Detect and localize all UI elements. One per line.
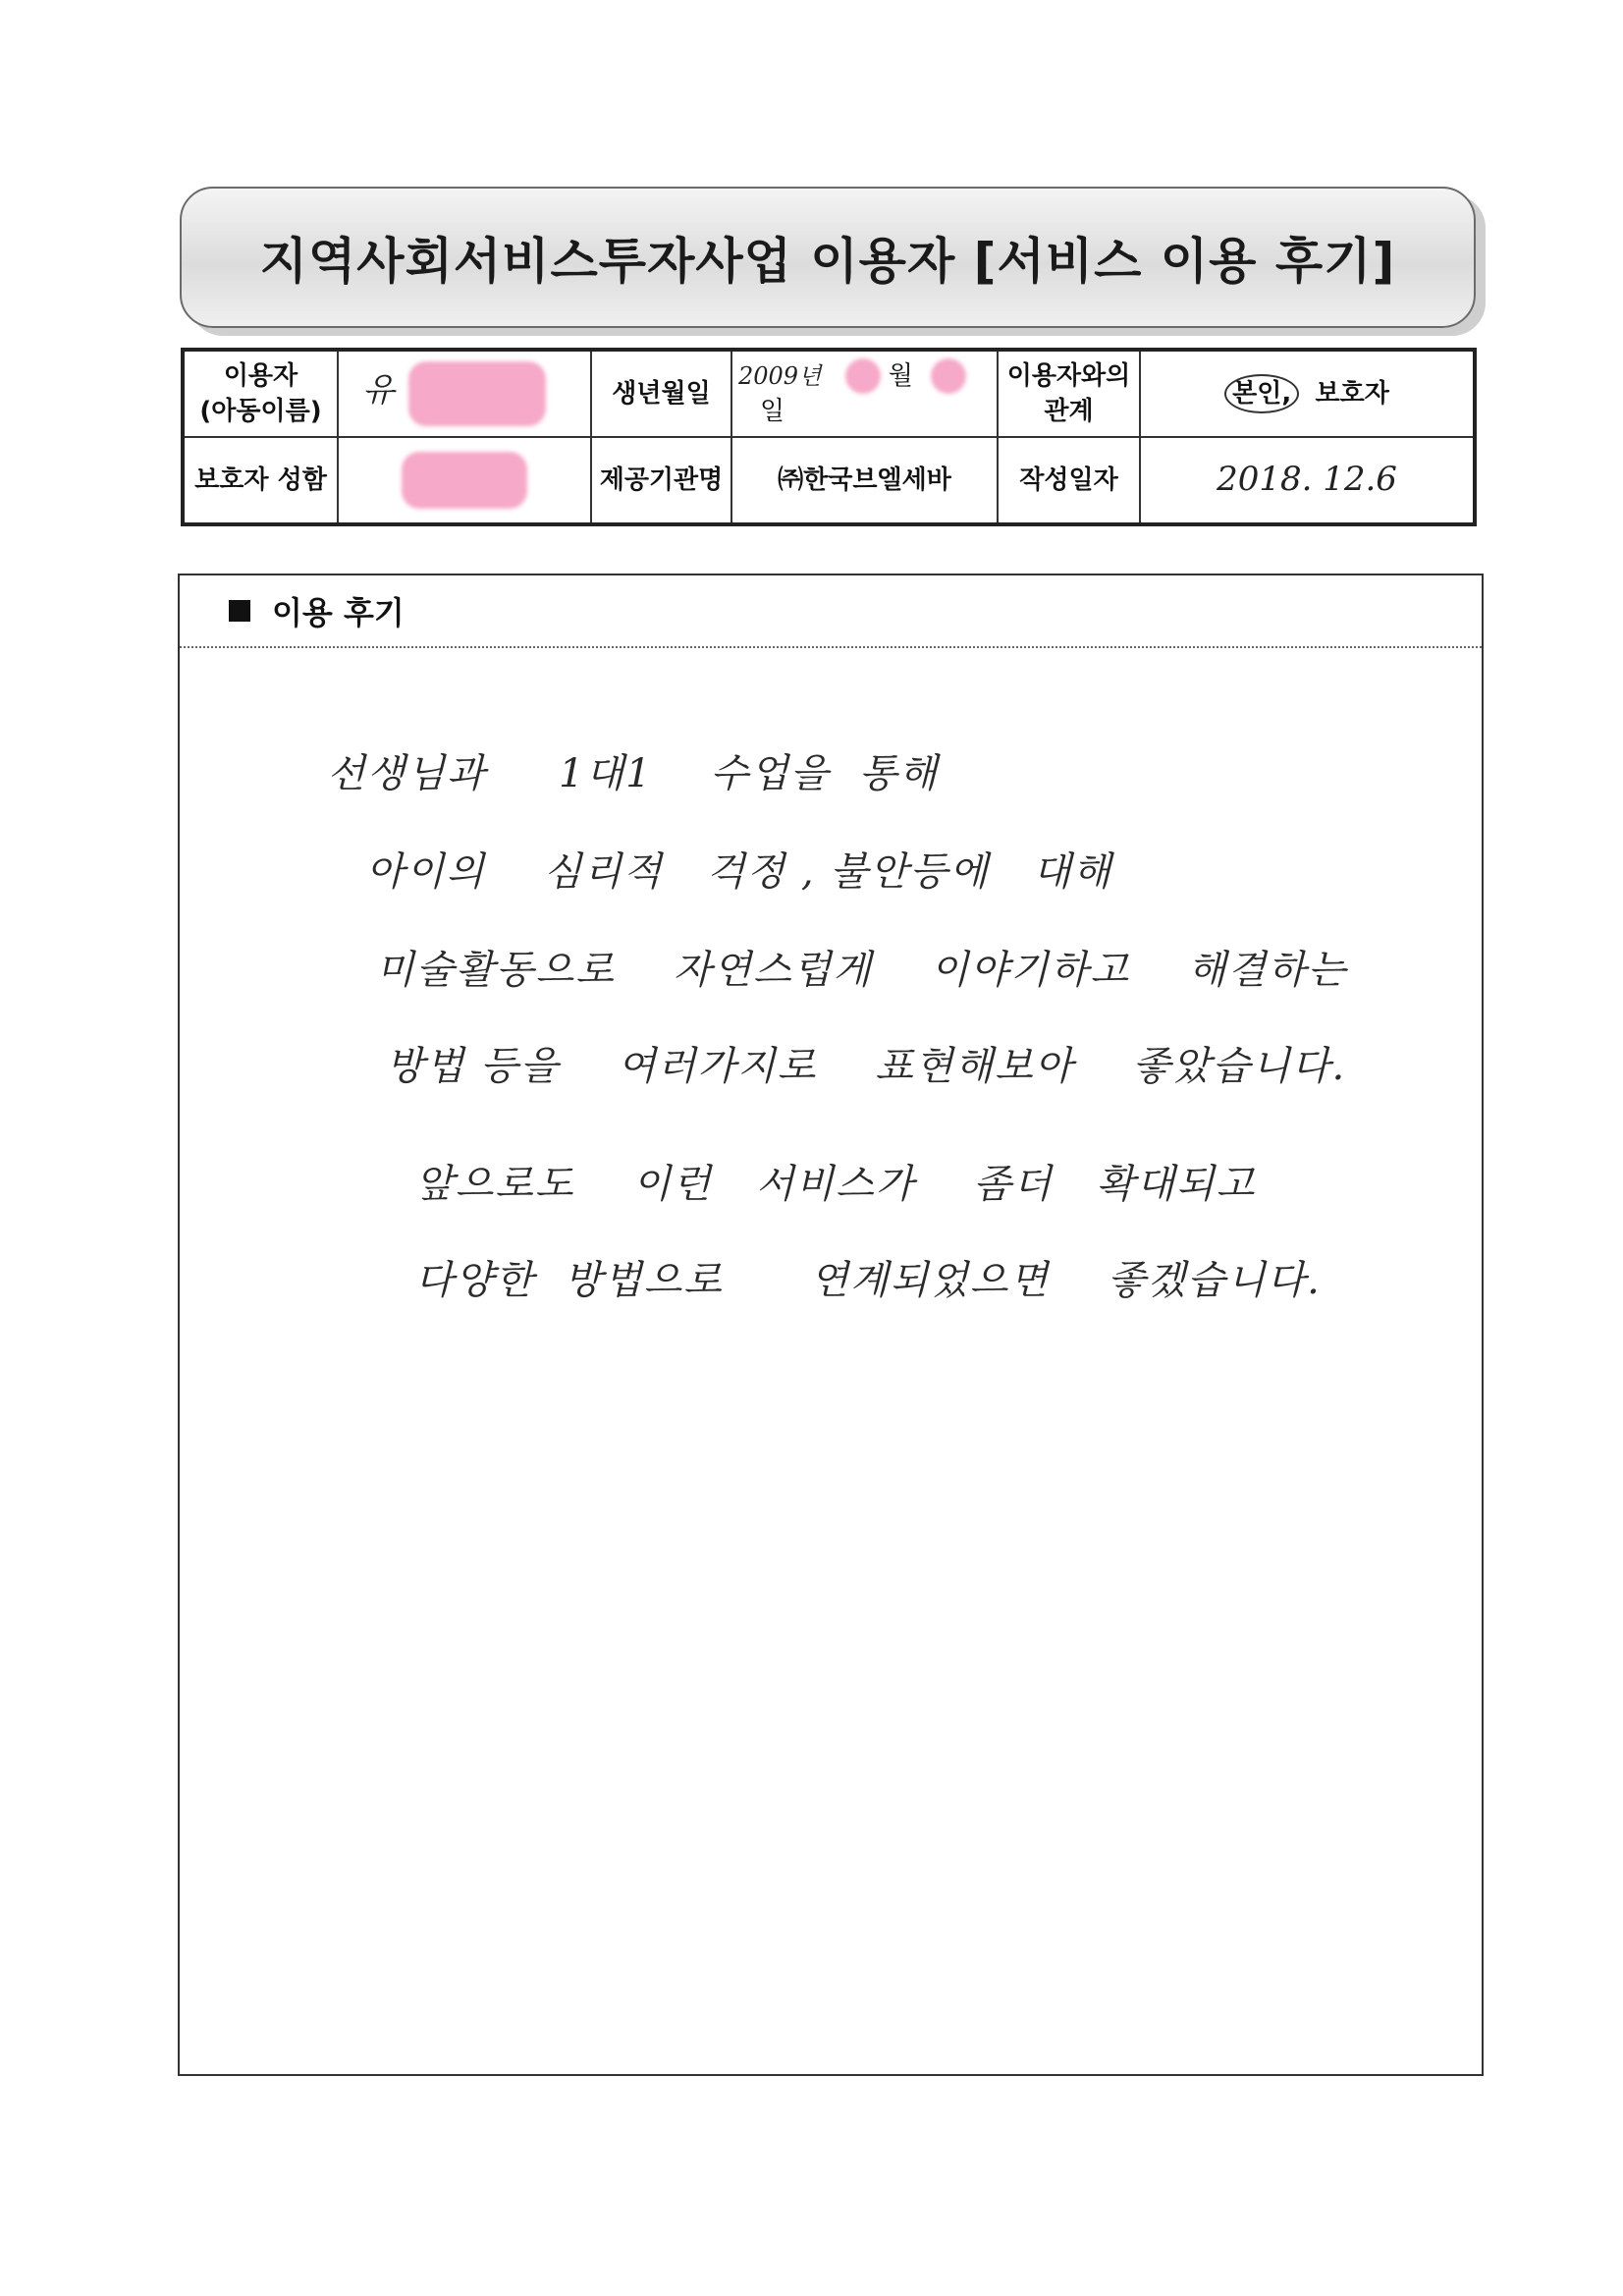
birth-date-value: 2009년 월 일 xyxy=(731,350,998,437)
square-bullet-icon xyxy=(229,600,250,622)
guardian-name-value xyxy=(338,437,591,524)
user-name-label: 이용자 (아동이름) xyxy=(183,350,338,437)
date-label: 작성일자 xyxy=(998,437,1140,524)
review-line: 앞으로도 이런 서비스가 좀더 확대되고 xyxy=(415,1162,1257,1207)
review-line: 다양한 방법으로 연계되었으면 좋겠습니다. xyxy=(415,1258,1322,1303)
relation-option-self: 본인, xyxy=(1224,374,1299,413)
document-title-banner xyxy=(180,187,1476,328)
review-line: 방법 등을 여러가지로 표현해보아 좋았습니다. xyxy=(386,1044,1347,1089)
redaction-mark xyxy=(931,358,966,394)
redaction-mark xyxy=(845,358,881,394)
birth-date-label: 생년월일 xyxy=(591,350,731,437)
date-value: 2018. 12.6 xyxy=(1140,437,1475,524)
relation-value xyxy=(1140,350,1475,437)
guardian-name-label: 보호자 성함 xyxy=(183,437,338,524)
user-name-value: 유 xyxy=(338,350,591,437)
review-heading: 이용 후기 xyxy=(180,575,1482,648)
redaction-mark xyxy=(402,452,527,509)
provider-label: 제공기관명 xyxy=(591,437,731,524)
review-section xyxy=(178,574,1484,2076)
user-info-table xyxy=(181,348,1477,526)
document-title: 지역사회서비스투자사업 이용자 [서비스 이용 후기] xyxy=(259,233,1396,290)
review-line: 아이의 심리적 걱정 , 불안등에 대해 xyxy=(366,849,1113,895)
relation-label: 이용자와의 관계 xyxy=(998,350,1140,437)
provider-value: ㈜한국브엘세바 xyxy=(731,437,998,524)
review-line: 미술활동으로 자연스럽게 이야기하고 해결하는 xyxy=(376,948,1348,993)
relation-option-guardian: 보호자 xyxy=(1315,379,1389,409)
review-line: 선생님과 1대1 수업을 통해 xyxy=(327,751,940,796)
redaction-mark xyxy=(408,361,546,426)
